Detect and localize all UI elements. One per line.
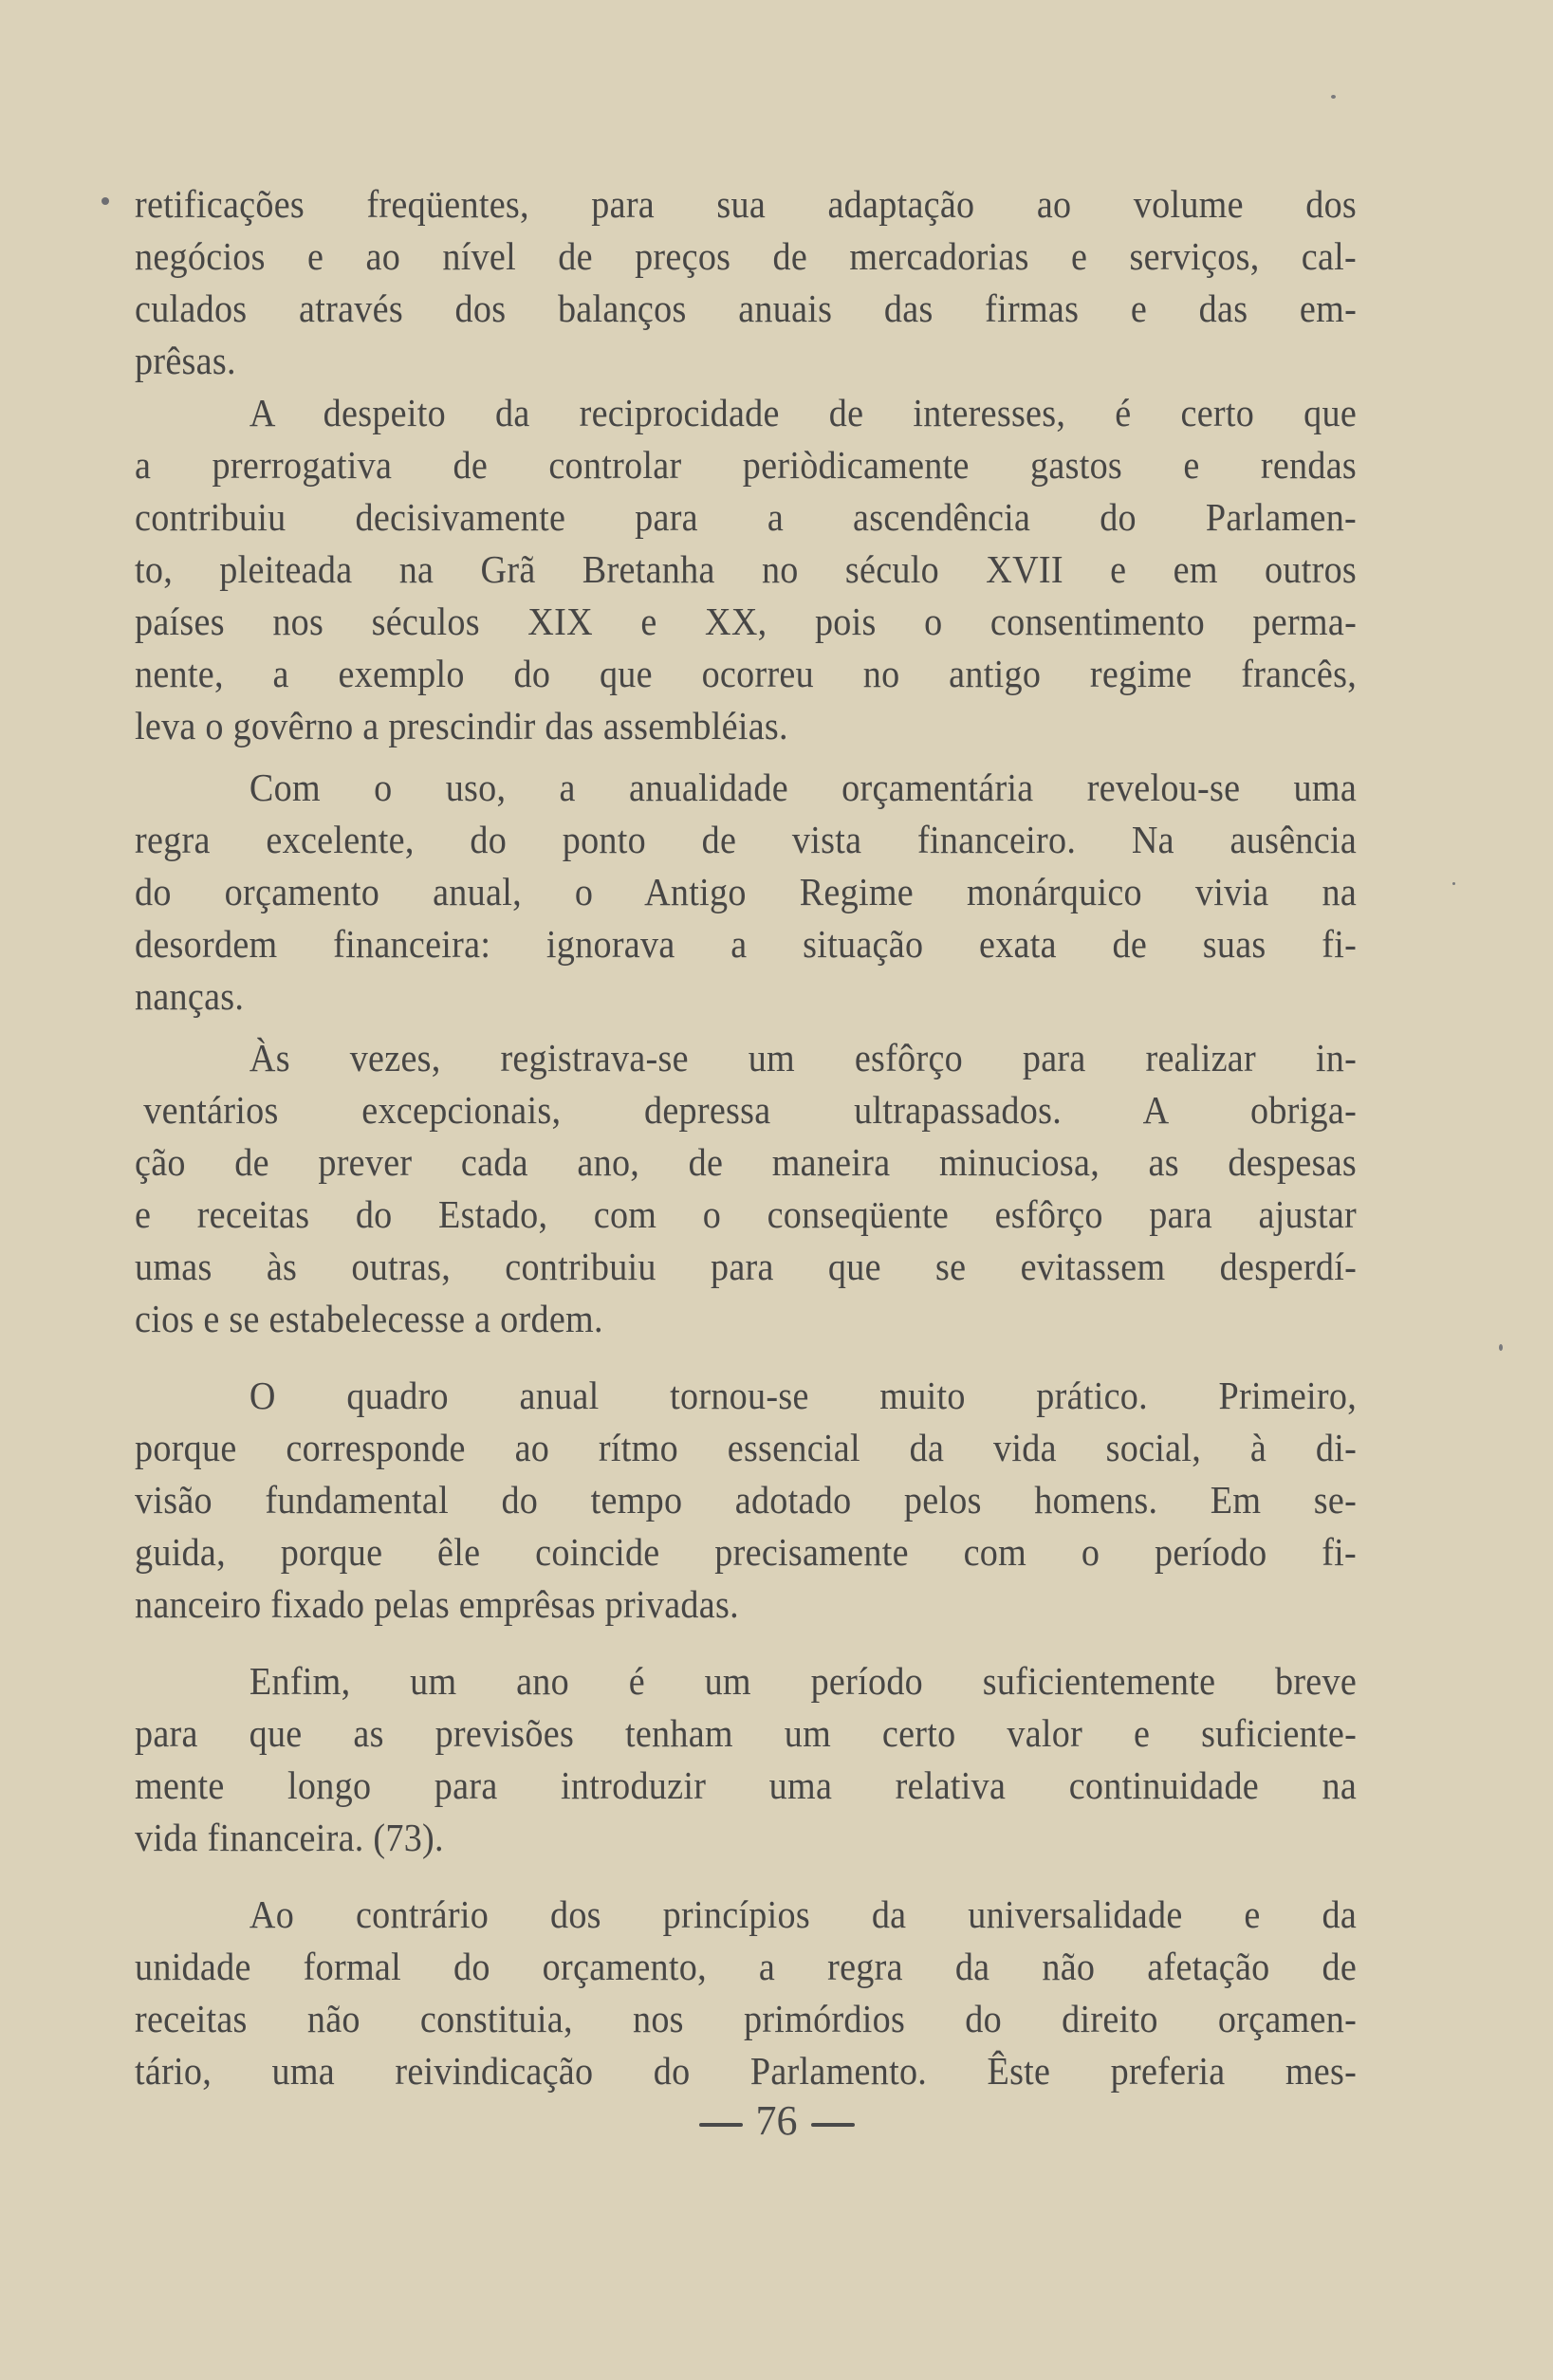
text-line: Ao contrário dos princípios da universalidade e da	[249, 1892, 1358, 1936]
page-number	[0, 2096, 1553, 2145]
margin-mark	[102, 197, 109, 205]
text-line: nente, a exemplo do que ocorreu no antigo regime francês,	[135, 652, 1358, 695]
paragraph	[135, 1370, 1357, 1631]
text-line: nanceiro fixado pelas emprêsas privadas.	[135, 1582, 739, 1626]
dash-right	[811, 2123, 855, 2127]
text-line: receitas não constituia, nos primórdios do direito orçamen-	[135, 1997, 1358, 2040]
text-line: Enfim, um ano é um período suficientemente breve	[249, 1659, 1358, 1703]
text-line: países nos séculos XIX e XX, pois o consentimento perma-	[135, 600, 1358, 643]
text-line: O quadro anual tornou-se muito prático. Primeiro,	[249, 1374, 1358, 1417]
text-line: cios e se estabelecesse a ordem.	[135, 1297, 603, 1340]
text-line: e receitas do Estado, com o conseqüente esfôrço para ajustar	[135, 1192, 1358, 1236]
text-line: prêsas.	[135, 339, 236, 382]
text-line: para que as previsões tenham um certo valor e suficiente-	[135, 1711, 1358, 1755]
text-line: Às vezes, registrava-se um esfôrço para realizar in-	[249, 1036, 1358, 1079]
text-line: contribuiu decisivamente para a ascendência do Parlamen-	[135, 495, 1358, 539]
text-line: ventários excepcionais, depressa ultrapassados. A obriga-	[143, 1088, 1358, 1132]
paragraph	[135, 762, 1357, 1023]
text-line: retificações freqüentes, para sua adaptação ao volume dos	[135, 182, 1358, 226]
page-number-text: 76	[755, 2097, 798, 2144]
text-line: umas às outras, contribuiu para que se evitassem desperdí-	[135, 1245, 1358, 1288]
text-line: desordem financeira: ignorava a situação exata de suas fi-	[135, 922, 1358, 966]
text-line: negócios e ao nível de preços de mercadorias e serviços, cal-	[135, 234, 1358, 278]
paragraph	[135, 1032, 1357, 1345]
text-line: A despeito da reciprocidade de interesses, é certo que	[249, 391, 1358, 434]
text-line: culados através dos balanços anuais das firmas e das em-	[135, 286, 1358, 330]
page-body	[135, 178, 1357, 2097]
text-line: ção de prever cada ano, de maneira minuciosa, as despesas	[135, 1140, 1358, 1184]
text-line: a prerrogativa de controlar periòdicamente gastos e rendas	[135, 443, 1358, 487]
text-line: guida, porque êle coincide precisamente com o período fi-	[135, 1530, 1358, 1574]
text-line: nanças.	[135, 974, 245, 1018]
paragraph	[135, 1655, 1357, 1864]
paper-speck	[1452, 882, 1455, 885]
paragraph	[135, 387, 1357, 752]
text-line: do orçamento anual, o Antigo Regime monárquico vivia na	[135, 870, 1358, 913]
paper-speck	[1499, 1344, 1503, 1351]
text-line: mente longo para introduzir uma relativa continuidade na	[135, 1763, 1358, 1807]
text-line: porque corresponde ao rítmo essencial da vida social, à di-	[135, 1426, 1358, 1469]
text-line: visão fundamental do tempo adotado pelos homens. Em se-	[135, 1478, 1358, 1522]
text-line: leva o govêrno a prescindir das assembléias.	[135, 704, 788, 747]
paper-speck	[1331, 95, 1336, 99]
text-line: regra excelente, do ponto de vista financeiro. Na ausência	[135, 818, 1358, 861]
dash-left	[699, 2123, 743, 2127]
text-line: tário, uma reivindicação do Parlamento. Êste preferia mes-	[135, 2049, 1358, 2093]
paragraph	[135, 1889, 1357, 2097]
text-line: Com o uso, a anualidade orçamentária revelou-se uma	[249, 766, 1358, 809]
text-line: to, pleiteada na Grã Bretanha no século XVII e em outros	[135, 547, 1358, 591]
paragraph	[135, 178, 1357, 387]
text-line: vida financeira. (73).	[135, 1816, 444, 1859]
text-line: unidade formal do orçamento, a regra da não afetação de	[135, 1945, 1358, 1988]
